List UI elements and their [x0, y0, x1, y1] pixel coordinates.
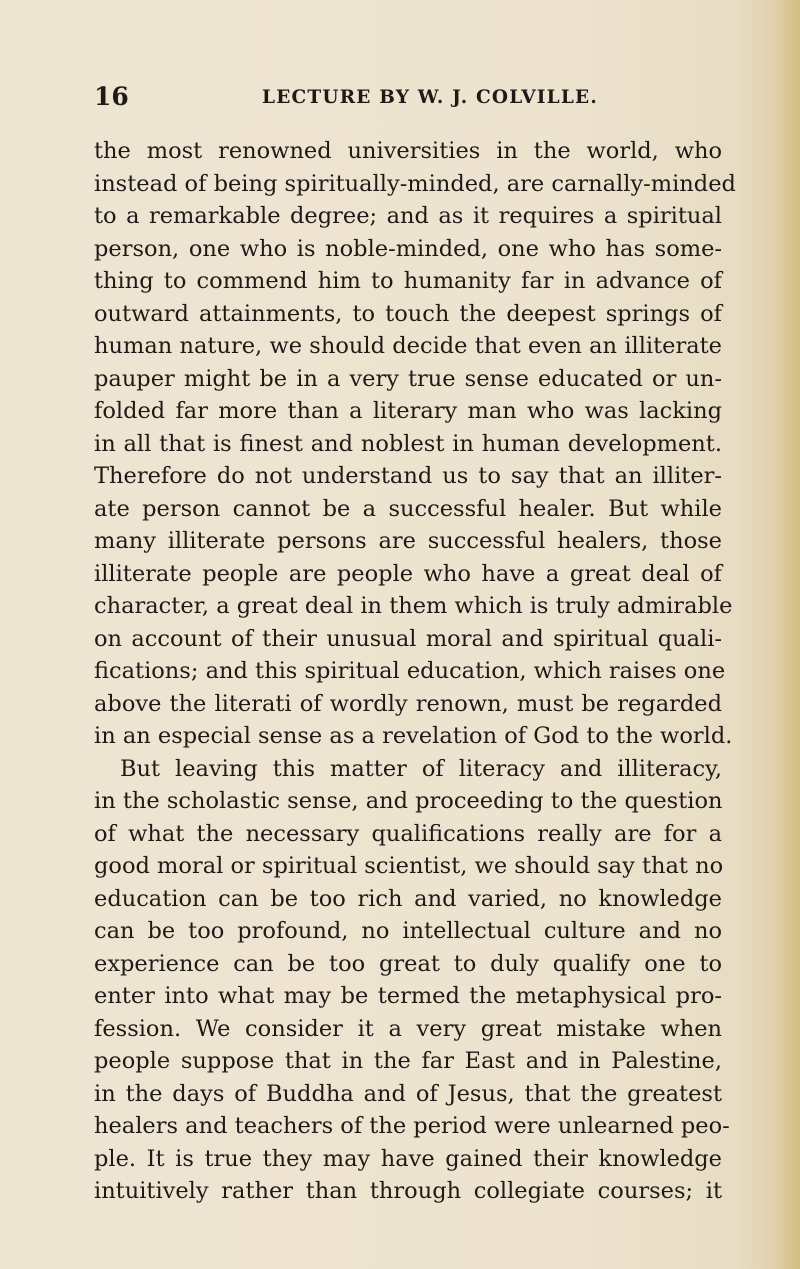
text-line: intuitively rather than through collegiate courses; it [94, 1178, 722, 1204]
text-line: to a remarkable degree; and as it requires a spiritual [94, 203, 722, 229]
page-edge-shading [772, 0, 800, 1269]
text-line: healers and teachers of the period were unlearned peo- [94, 1113, 730, 1139]
text-line: can be too profound, no intellectual culture and no [94, 918, 722, 944]
text-line: education can be too rich and varied, no knowledge [94, 885, 722, 912]
text-line: the most renowned universities in the world, who [94, 138, 722, 164]
text-line: folded far more than a literary man who was lacking [94, 398, 722, 424]
text-line: people suppose that in the far East and in Palestine, [94, 1048, 722, 1074]
text-line: in all that is finest and noblest in human development. [94, 430, 722, 457]
text-line: ple. It is true they may have gained their knowledge [94, 1145, 722, 1172]
page-number: 16 [94, 82, 129, 111]
text-line: in the scholastic sense, and proceeding to the question [94, 788, 723, 814]
text-line: character, a great deal in them which is truly admirable [94, 593, 733, 619]
page-header [94, 82, 714, 112]
text-line: Therefore do not understand us to say that an illiter- [94, 463, 722, 489]
running-head: LECTURE BY W. J. COLVILLE. [262, 87, 598, 108]
text-line: many illiterate persons are successful healers, those [94, 528, 722, 554]
text-line: of what the necessary qualifications really are for a [94, 820, 722, 847]
text-line: above the literati of wordly renown, must be regarded [94, 690, 722, 717]
text-line: on account of their unusual moral and spiritual quali- [94, 625, 722, 652]
text-line: fession. We consider it a very great mistake when [94, 1015, 722, 1042]
text-line: in the days of Buddha and of Jesus, that the greatest [94, 1080, 722, 1107]
text-line: experience can be too great to duly qualify one to [94, 950, 722, 977]
text-line: pauper might be in a very true sense educated or un- [94, 365, 722, 392]
paragraph-start-line: But leaving this matter of literacy and illiteracy, [120, 755, 722, 782]
text-line: human nature, we should decide that even an illiterate [94, 333, 722, 359]
text-line: fications; and this spiritual education, which raises one [94, 658, 726, 684]
text-line: person, one who is noble-minded, one who has some- [94, 235, 722, 262]
text-line: outward attainments, to touch the deepest springs of [94, 300, 722, 327]
body-text [94, 135, 736, 1208]
text-line: ate person cannot be a successful healer. But while [94, 495, 722, 522]
text-line: thing to commend him to humanity far in advance of [94, 268, 722, 294]
text-line: in an especial sense as a revelation of God to the world. [94, 723, 733, 749]
text-line: illiterate people are people who have a great deal of [94, 560, 722, 587]
text-line: enter into what may be termed the metaphysical pro- [94, 983, 722, 1009]
text-line: good moral or spiritual scientist, we should say that no [94, 853, 724, 879]
text-line: instead of being spiritually-minded, are carnally-minded [94, 170, 736, 197]
